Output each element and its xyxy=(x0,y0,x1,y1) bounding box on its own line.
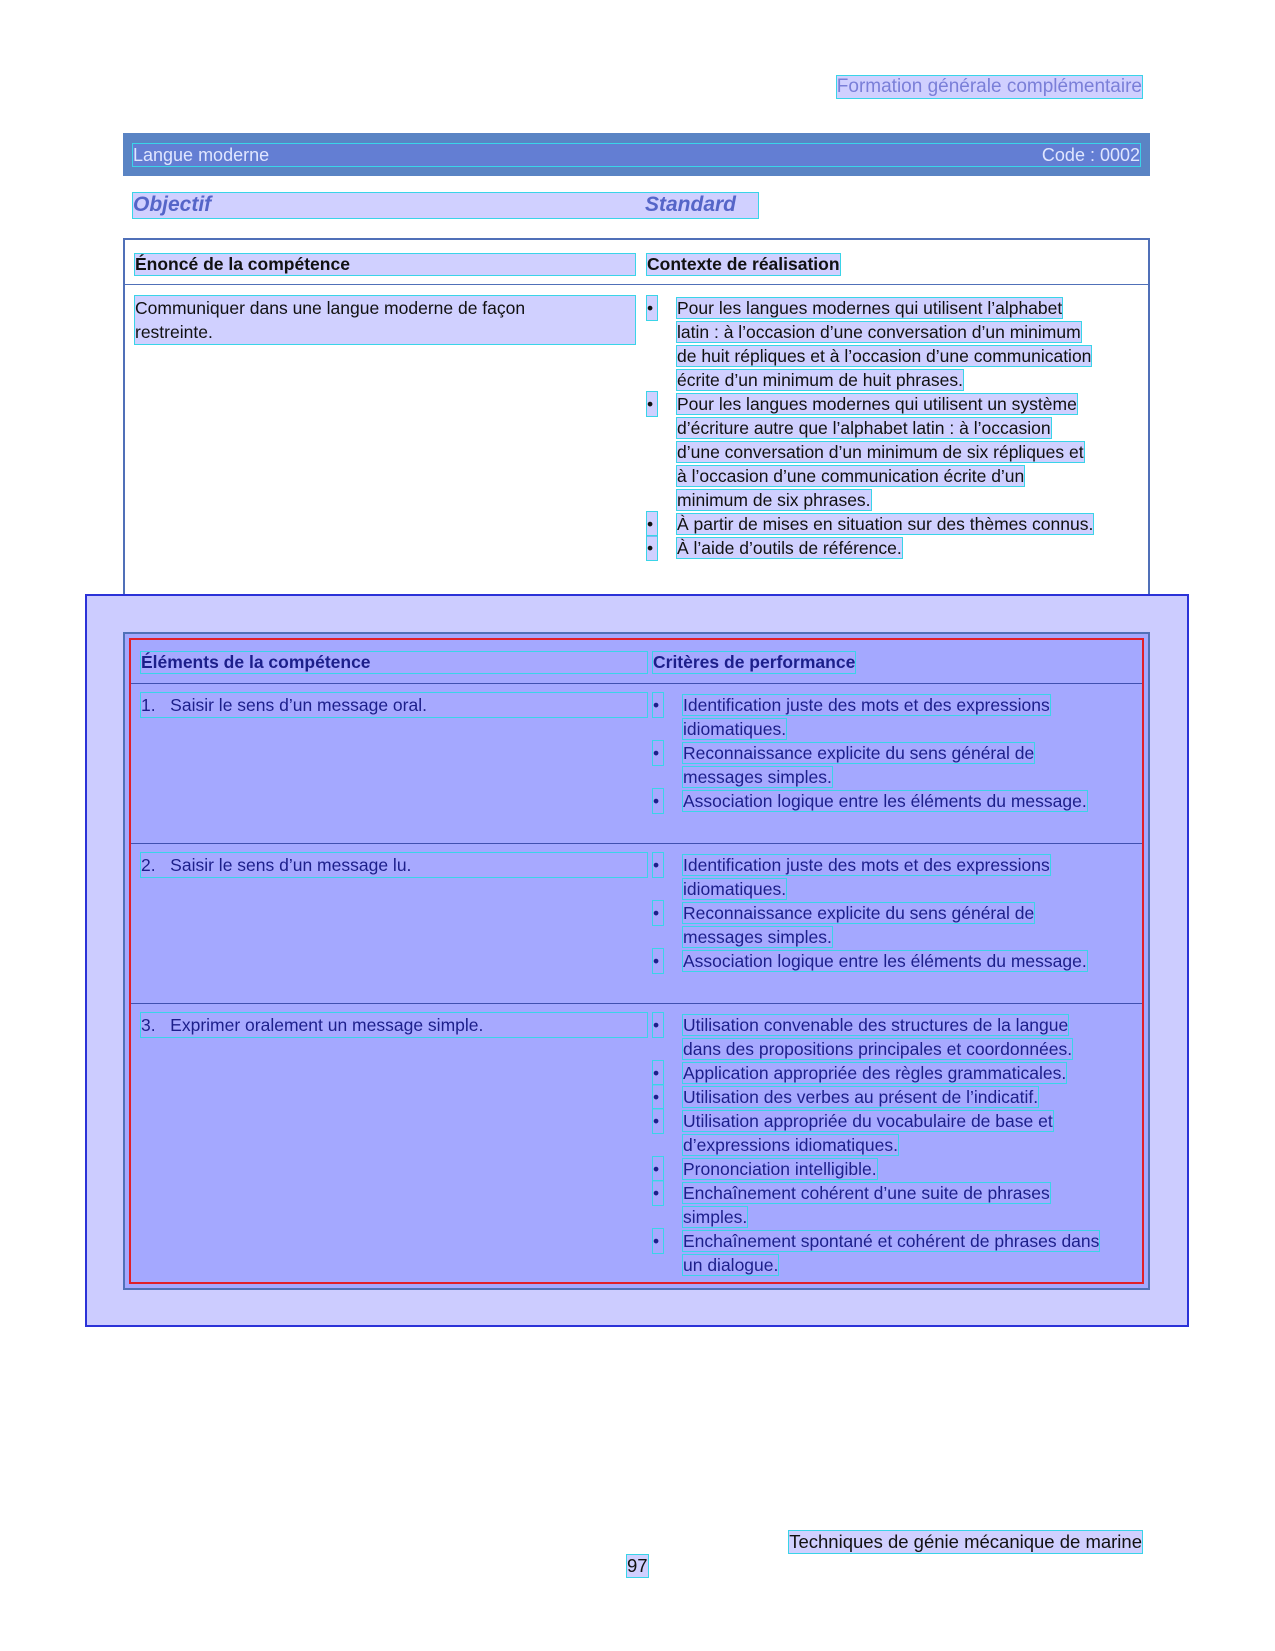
list-item xyxy=(653,1013,1103,1061)
title-bar xyxy=(123,133,1150,176)
bullet-icon: • xyxy=(653,693,663,717)
page-number: 97 xyxy=(627,1555,648,1576)
list-item xyxy=(653,853,1103,901)
bullet-icon: • xyxy=(653,949,663,973)
criterion-text: Identification juste des mots et des expressions idiomatiques. xyxy=(683,855,1050,899)
bullet-icon: • xyxy=(653,1013,663,1037)
criterion-text: Identification juste des mots et des expressions idiomatiques. xyxy=(683,695,1050,739)
list-item xyxy=(647,512,1097,536)
objective-standard-row xyxy=(133,193,758,218)
list-item xyxy=(653,949,1103,973)
context-text: À l’aide d’outils de référence. xyxy=(677,538,902,558)
elements-table xyxy=(123,632,1150,1290)
footer-program: Techniques de génie mécanique de marine xyxy=(789,1531,1142,1552)
context-header: Contexte de réalisation xyxy=(647,254,840,274)
criterion-text: Reconnaissance explicite du sens général de messages simples. xyxy=(683,743,1035,787)
bullet-icon: • xyxy=(653,1181,663,1205)
competence-header-row xyxy=(125,240,1148,285)
competence-table xyxy=(123,238,1150,616)
standard-label: Standard xyxy=(645,193,737,216)
context-text: Pour les langues modernes qui utilisent un système d’écriture autre que l’alphabet latin : à l’occasion d’une conversation d’un minimum de six répliques et à l’occasion d’une communication écrite d’un minimum de six phrases. xyxy=(677,394,1084,510)
criterion-text: Utilisation convenable des structures de la langue dans des propositions principales et coordonnées. xyxy=(683,1015,1073,1059)
criterion-text: Enchaînement cohérent d’une suite de phrases simples. xyxy=(683,1183,1050,1227)
element-row xyxy=(131,684,1142,844)
list-item xyxy=(647,296,1097,392)
criterion-text: Utilisation appropriée du vocabulaire de base et d’expressions idiomatiques. xyxy=(683,1111,1053,1155)
context-text: À partir de mises en situation sur des thèmes connus. xyxy=(677,514,1094,534)
element-row xyxy=(131,844,1142,1004)
bullet-icon: • xyxy=(647,392,657,416)
list-item xyxy=(653,901,1103,949)
criterion-text: Association logique entre les éléments du message. xyxy=(683,791,1087,811)
subject-title: Langue moderne xyxy=(133,144,270,165)
bullet-icon: • xyxy=(653,1061,663,1085)
bullet-icon: • xyxy=(653,741,663,765)
bullet-icon: • xyxy=(647,296,657,320)
bullet-icon: • xyxy=(653,1229,663,1253)
list-item xyxy=(653,789,1103,813)
list-item xyxy=(653,1229,1103,1277)
competence-statement: Communiquer dans une langue moderne de façon restreinte. xyxy=(135,296,635,344)
bullet-icon: • xyxy=(647,512,657,536)
criteria-list xyxy=(653,1013,1103,1277)
list-item xyxy=(653,1061,1103,1085)
bullet-icon: • xyxy=(653,1157,663,1181)
element-text: 3. Exprimer oralement un message simple. xyxy=(141,1013,647,1037)
statement-header: Énoncé de la compétence xyxy=(135,254,635,275)
bullet-icon: • xyxy=(653,1109,663,1133)
context-list xyxy=(647,296,1097,560)
bullet-icon: • xyxy=(647,536,657,560)
list-item xyxy=(647,392,1097,512)
criterion-text: Prononciation intelligible. xyxy=(683,1159,877,1179)
element-text: 1. Saisir le sens d’un message oral. xyxy=(141,693,647,717)
selection-frame xyxy=(129,638,1144,1284)
element-text: 2. Saisir le sens d’un message lu. xyxy=(141,853,647,877)
bullet-icon: • xyxy=(653,1085,663,1109)
criterion-text: Application appropriée des règles grammaticales. xyxy=(683,1063,1067,1083)
list-item xyxy=(653,693,1103,741)
elements-header: Éléments de la compétence xyxy=(141,652,647,673)
criteria-list xyxy=(653,693,1103,813)
course-code: Code : 0002 xyxy=(1041,144,1140,165)
list-item xyxy=(653,1085,1103,1109)
criterion-text: Association logique entre les éléments du message. xyxy=(683,951,1087,971)
criterion-text: Utilisation des verbes au présent de l’indicatif. xyxy=(683,1087,1039,1107)
elements-header-row xyxy=(131,640,1142,684)
objectif-label: Objectif xyxy=(133,193,212,216)
list-item xyxy=(653,741,1103,789)
list-item xyxy=(647,536,1097,560)
criteria-list xyxy=(653,853,1103,973)
bullet-icon: • xyxy=(653,789,663,813)
criteria-header: Critères de performance xyxy=(653,652,856,672)
running-header: Formation générale complémentaire xyxy=(836,76,1142,97)
list-item xyxy=(653,1109,1103,1157)
element-row xyxy=(131,1004,1142,1284)
criterion-text: Reconnaissance explicite du sens général de messages simples. xyxy=(683,903,1035,947)
list-item xyxy=(653,1157,1103,1181)
context-text: Pour les langues modernes qui utilisent l’alphabet latin : à l’occasion d’une conversation d’un minimum de huit répliques et à l’occasion d’une communication écrite d’un minimum de huit phrases. xyxy=(677,298,1092,390)
list-item xyxy=(653,1181,1103,1229)
bullet-icon: • xyxy=(653,901,663,925)
criterion-text: Enchaînement spontané et cohérent de phrases dans un dialogue. xyxy=(683,1231,1100,1275)
bullet-icon: • xyxy=(653,853,663,877)
